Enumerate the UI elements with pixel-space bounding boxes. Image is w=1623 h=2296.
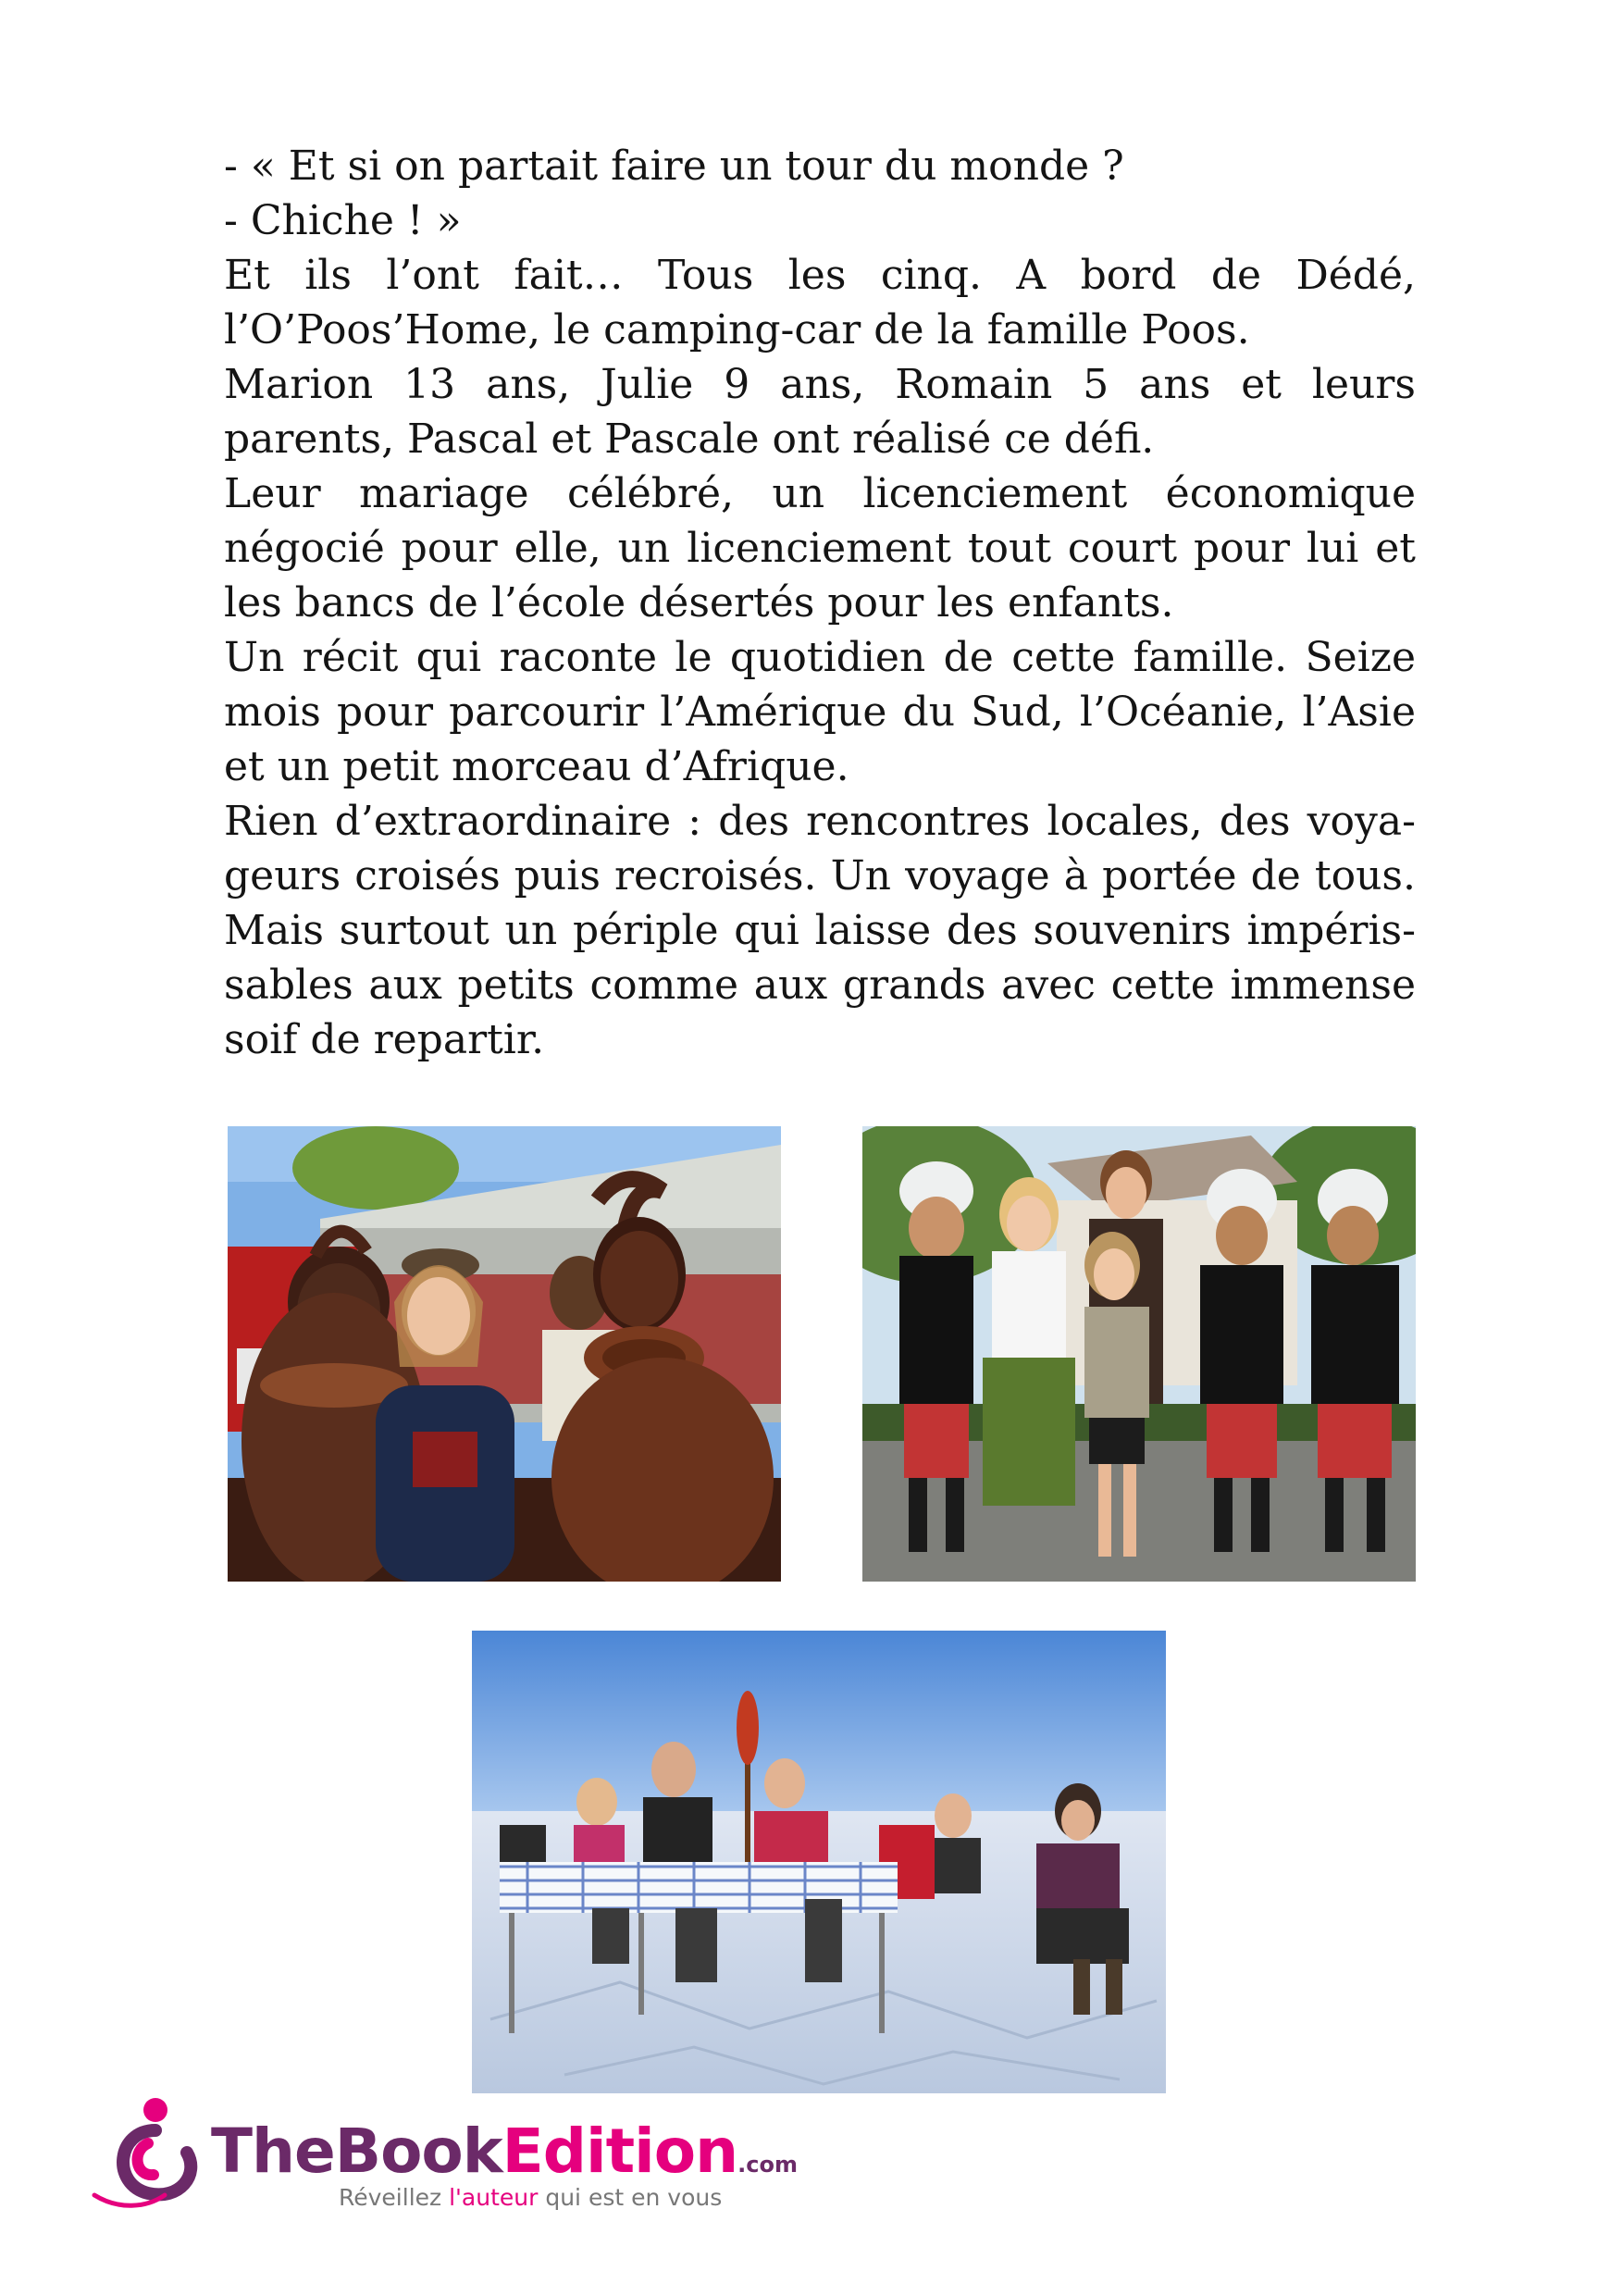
brand-the: The [211, 2116, 335, 2187]
text-line: - « Et si on partait faire un tour du monde ? [224, 143, 1124, 190]
back-cover-text [224, 139, 1416, 1067]
paragraph: Un récit qui raconte le quotidien de cette famille. Seize mois pour parcourir l’Amérique du Sud, l’Océanie, l’Asie et un petit morceau d’Afrique. [224, 634, 1416, 790]
slogan-start: Réveillez [339, 2184, 450, 2211]
paragraph: Et ils l’ont fait… Tous les cinq. A bord de Dédé, l’O’Poos’Home, le camping-car de la famille Poos. [224, 252, 1416, 354]
text-line: - Chiche ! » [224, 197, 462, 244]
slogan-end: qui est en vous [538, 2184, 723, 2211]
slogan-accent: l'auteur [449, 2184, 539, 2211]
brand-edition: Edition [502, 2116, 738, 2187]
writer-figure-icon [91, 2093, 211, 2214]
paragraph: Leur mariage célébré, un licenciement économique négocié pour elle, un licenciement tout court pour lui et les bancs de l’école désertés pour les enfants. [224, 470, 1416, 627]
publisher-logo [91, 2093, 849, 2223]
photo-asia [862, 1126, 1416, 1582]
paragraph: Rien d’extraordinaire : des rencontres locales, des voyageurs croisés puis recroisés. Un voyage à portée de tous. Mais surtout un périple qui laisse des souvenirs impérissables aux petits comme aux grands avec cette immense soif de repartir. [224, 798, 1416, 1063]
brand-book: Book [334, 2116, 502, 2187]
paragraph: Marion 13 ans, Julie 9 ans, Romain 5 ans et leurs parents, Pascal et Pascale ont réalisé ce défi. [224, 361, 1416, 463]
brand-dotcom: .com [737, 2152, 798, 2178]
photo-salt-flat [472, 1631, 1166, 2093]
brand-slogan [339, 2184, 722, 2211]
photo-africa [228, 1126, 781, 1582]
